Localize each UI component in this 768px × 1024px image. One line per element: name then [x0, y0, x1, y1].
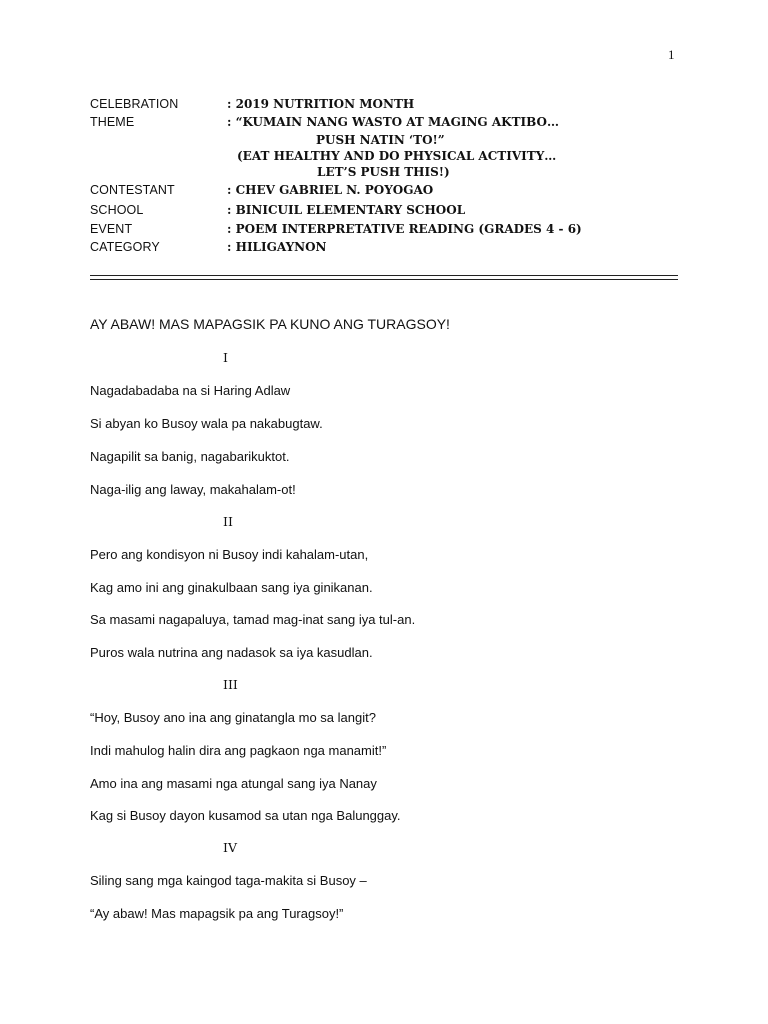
stanza-number: II [223, 514, 233, 529]
poem-line: Siling sang mga kaingod taga-makita si Busoy – [90, 873, 367, 888]
event-label: EVENT [90, 222, 133, 236]
poem-line: Pero ang kondisyon ni Busoy indi kahalam-utan, [90, 547, 369, 562]
contestant-value: : CHEV GABRIEL N. POYOGAO [227, 183, 434, 197]
stanza-number: I [223, 350, 228, 365]
poem-line: Sa masami nagapaluya, tamad mag-inat sang iya tul-an. [90, 612, 416, 627]
theme-line-1: : “KUMAIN NANG WASTO AT MAGING AKTIBO… [227, 115, 559, 129]
event-row [90, 222, 690, 240]
school-value: : BINICUIL ELEMENTARY SCHOOL [227, 203, 466, 217]
category-row [90, 240, 690, 258]
divider-bottom [90, 279, 678, 280]
theme-line-4: LET’S PUSH THIS!) [317, 165, 450, 179]
celebration-row [90, 97, 690, 115]
celebration-label: CELEBRATION [90, 97, 179, 111]
poem-line: Naga-ilig ang laway, makahalam-ot! [90, 482, 296, 497]
poem-line: “Ay abaw! Mas mapagsik pa ang Turagsoy!” [90, 906, 344, 921]
contestant-label: CONTESTANT [90, 183, 175, 197]
theme-row [90, 115, 690, 133]
poem-line: Nagadabadaba na si Haring Adlaw [90, 383, 291, 398]
poem-line: Puros wala nutrina ang nadasok sa iya kasudlan. [90, 645, 373, 660]
poem-line: “Hoy, Busoy ano ina ang ginatangla mo sa langit? [90, 710, 376, 725]
category-value: : HILIGAYNON [227, 240, 327, 254]
stanza-number: III [223, 677, 238, 692]
theme-line-2: PUSH NATIN ‘TO!” [316, 133, 445, 147]
poem-line: Si abyan ko Busoy wala pa nakabugtaw. [90, 416, 323, 431]
poem-line: Kag si Busoy dayon kusamod sa utan nga Balunggay. [90, 808, 401, 823]
event-value: : POEM INTERPRETATIVE READING (GRADES 4 - 6) [227, 222, 582, 236]
school-row [90, 203, 690, 222]
poem-line: Nagapilit sa banig, nagabarikuktot. [90, 449, 290, 464]
theme-line-3: (EAT HEALTHY AND DO PHYSICAL ACTIVITY… [237, 149, 557, 163]
theme-row-4 [90, 165, 690, 183]
divider-top [90, 275, 678, 276]
school-label: SCHOOL [90, 203, 144, 217]
poem-line: Amo ina ang masami nga atungal sang iya Nanay [90, 776, 377, 791]
page-number: 1 [668, 47, 675, 62]
poem-line: Indi mahulog halin dira ang pagkaon nga manamit!” [90, 743, 387, 758]
stanza-number: IV [223, 840, 237, 855]
theme-label: THEME [90, 115, 135, 129]
poem-line: Kag amo ini ang ginakulbaan sang iya ginikanan. [90, 580, 373, 595]
theme-row-3 [90, 149, 690, 165]
contestant-row [90, 183, 690, 203]
celebration-value: : 2019 NUTRITION MONTH [227, 97, 415, 111]
category-label: CATEGORY [90, 240, 160, 254]
poem-title: AY ABAW! MAS MAPAGSIK PA KUNO ANG TURAGSOY! [90, 316, 450, 332]
theme-row-2 [90, 133, 690, 149]
